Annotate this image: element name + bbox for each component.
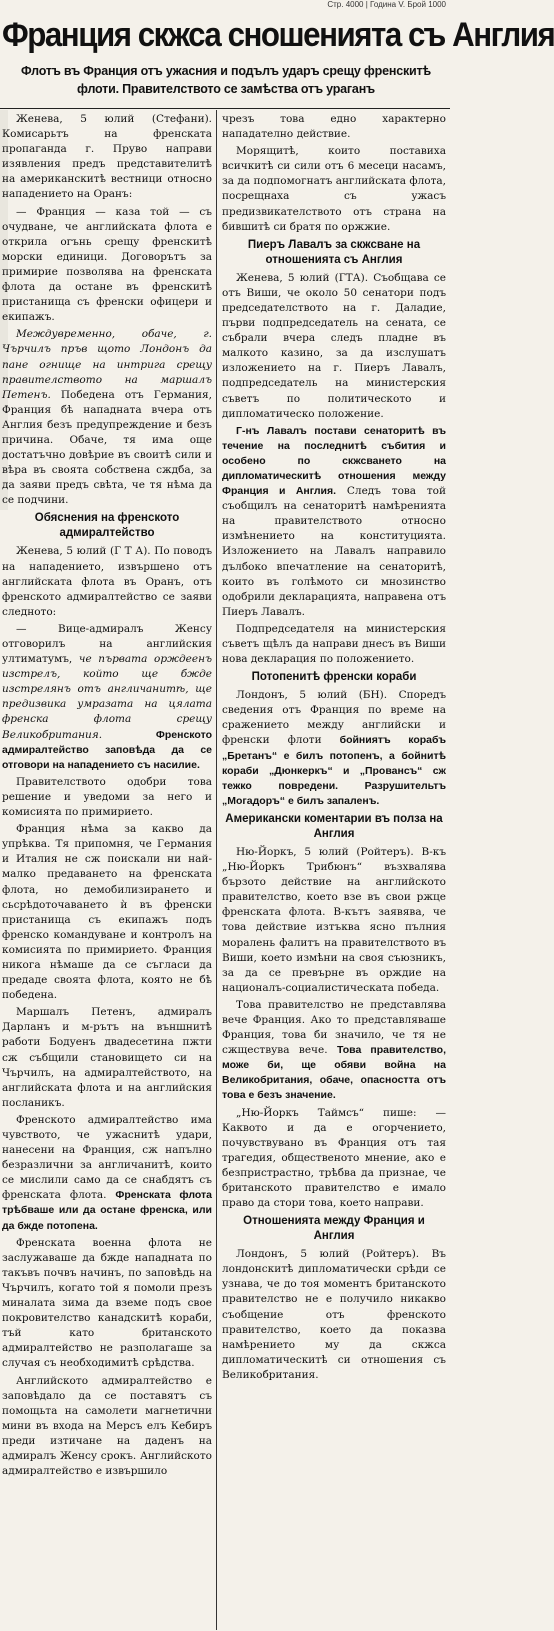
header-divider <box>0 108 450 109</box>
article-paragraph: Женева, 5 юлий (Стефани). Комисарьтъ на френската пропаганда г. Пруво направи изявления предъ представителитѣ на американскитѣ вестници относно нападението на Оранъ: <box>2 113 212 201</box>
article-text: Френското адмиралтейство има чувството, че ужаснитѣ удари, нанесени на Франция, сж напълно безразлични за англичанитѣ, които се мислили само да се снабдятъ съ френската флота. <box>2 1113 212 1202</box>
section-heading: Отношенията между Франция и Англия <box>243 1215 425 1243</box>
article-paragraph: „Ню-Йоркъ Таймсъ“ пише: — Каквото и да е огорчението, почувствувано въ Франция отъ тая трагедия, общественото мнение, ако е безпристрастно, трѣбва да признае, че британското правителство е имало право да стори това, което направи. <box>222 1106 446 1210</box>
right-column <box>222 112 446 1627</box>
column-divider <box>216 110 217 1630</box>
section-heading: Потопенитѣ френски кораби <box>251 671 417 684</box>
bold-text: Френската флота трѣбваше или да остане френска, или да бжде потопена. <box>2 1189 212 1232</box>
page-headline: Франция скжса сношенията съ Англия <box>2 16 554 54</box>
article-paragraph <box>222 998 446 1104</box>
article-text: Следъ това той съобщилъ на сенаторитѣ намѣренията на правителството относно измѣнението на конституцията. Изложението на Лавалъ направило дълбоко впечатление на сенаторитѣ, които въ голѣмото си мнозинство одобрили декларацията, направена отъ Пиеръ Лавалъ. <box>222 485 447 618</box>
article-text: — Вице-адмиралъ Женсу отговорилъ на английския ултиматумъ, <box>2 622 212 666</box>
article-paragraph: — Франция — каза той — съ очудване, че английската флота е открила огънь срещу френскитѣ морски единици. Договорътъ за примирие позволява на френската флота да остане въ френскитѣ пристанища съ френски офицери и екипажъ. <box>2 205 212 324</box>
section-heading: Пиеръ Лавалъ за скжсване на отношенията съ Англия <box>247 238 421 266</box>
bold-text: Г-нъ Лавалъ постави сенаторитѣ въ течение на последнитѣ събития и особено по скжсването на дипломатическитѣ отношения между Франция и Англия. <box>222 424 446 498</box>
bold-text: Френското адмиралтейство заповѣда да се отговори на нападението съ насилие. <box>2 728 212 771</box>
bold-text: бойниятъ корабъ „Бретанъ“ е билъ потопенъ, а бойнитѣ кораби „Дюнкеркъ“ и „Провансъ“ сж тежко повредени. Разрушительтъ „Могадоръ“ е билъ запаленъ. <box>222 734 446 807</box>
page-subheadline: Флотъ въ Франция отъ ужасния и подълъ ударъ срещу френскитѣ флоти. Правителството се замѣства отъ ураганъ <box>20 64 432 96</box>
article-paragraph <box>222 688 446 809</box>
article-paragraph: Морящитѣ, които поставиха всичкитѣ си сили отъ 6 месеци насамъ, за да подпомогнатъ английската флота, посрещнаха съ ужасъ предизвикателството отъ страна на бившитѣ си братя по оржжие. <box>222 145 446 233</box>
article-text: Лондонъ, 5 юлий (БН). Споредъ сведения отъ Франция по време на сражението между английски и френски флоти <box>222 689 446 747</box>
masthead-strip: Стр. 4000 | Година V. Брой 1000 <box>327 0 446 9</box>
section-heading: Американски коментарии въ полза на Англия <box>225 812 443 840</box>
italic-quote: Междувременно, обаче, г. Чърчилъ пръв щото Лондонъ да пане огнище на интрига срещу правителството на маршалъ Петенъ. <box>2 328 212 401</box>
article-paragraph: Женева, 5 юлий (Г Т А). По поводъ на нападението, извършено отъ английската флота въ Оранъ, отъ френското адмиралтейство се заяви следното: <box>2 545 212 618</box>
article-paragraph: Ню-Йоркъ, 5 юлий (Ройтеръ). В-къ „Ню-Йоркъ Трибюнъ“ възхвалява бързото действие на английското правителство, което взе въ свои ржце френската флота. В-кътъ заявява, че това действие изтъква ясно пълния моралень фалитъ на правителството въ Виши, което измѣни на своя съюзникъ, за да се превърне въ орждие на националъ-социалистическата победа. <box>222 845 446 994</box>
section-heading: Обяснения на френското адмиралтейство <box>34 512 180 540</box>
bold-text: Това правителство, може би, ще обяви война на Великобритания, обаче, опасността отъ това е безъ значение. <box>222 1044 447 1102</box>
article-paragraph: Правителството одобри това решение и уведоми за него и комисията по примирието. <box>2 775 212 819</box>
article-text: Това правителство не представлява вече Франция. Ако то представляваше Франция, това би значило, че тя не сжществува вече. <box>222 998 446 1057</box>
article-paragraph: Маршалъ Петенъ, адмиралъ Дарланъ и м-рътъ на външнитѣ работи Бодуенъ двадесетина пжти сж събщили становището си на Чърчилъ, на адмиралтейството, на английската флота и на английския посланикъ. <box>2 1006 212 1109</box>
article-paragraph <box>222 424 446 620</box>
article-paragraph: Английското адмиралтейство е заповѣдало да се поставятъ съ помощьта на самолети магнетични мини въ входа на Мерсъ елъ Кебиръ преди изтичане на даденъ на адмиралъ Женсу срокъ. Английското адмиралтейство е извършило <box>2 1374 212 1478</box>
article-paragraph <box>2 327 212 508</box>
article-paragraph: чрезъ това едно характерно нападателно действие. <box>222 113 446 141</box>
left-column <box>2 112 212 1627</box>
italic-quote: че първата орждеенъ изстрелъ, който ще бжде изстрелянъ отъ англичанитѣ, ще предизвика умразата на цялата френска флота срещу Великобритания. <box>2 653 213 741</box>
article-paragraph: Френската военна флота не заслужаваше да бжде нападната по такъвъ почвъ начинъ, по заповѣдь на Чърчилъ, когато той я помоли презъ миналата зима да вземе подъ свое покровителство канадскитѣ кораби, тъй като британското адмиралтейство не разполагаше за случая съ необходимитѣ срѣдства. <box>2 1236 212 1370</box>
article-paragraph <box>2 622 212 773</box>
article-paragraph: Франция нѣма за какво да упрѣква. Тя припомня, че Германия и Италия не сж поискали ни най-малко предаването на френската флота, но демобилизирането и сьсрѣдоточаването ѝ въ френски пристанища съ екипажъ подъ френско командуване и контролъ на комисията по примирието. Франция никога нѣмаше да се съгласи да предаде своята флота, която не бѣ победена. <box>2 823 212 1002</box>
article-paragraph: Женева, 5 юлий (ГТА). Съобщава се отъ Виши, че около 50 сенатори подъ председателството на г. Даладие, първи подпредседатель на сената, се събрали вчера следъ пладне въ малкото казино, за да изслушатъ изложението на г. Пиеръ Лавалъ, подпредседатель на министерския съветъ по политическото и дипломатическо положение. <box>222 271 446 420</box>
article-text: Победена отъ Германия, Франция бѣ нападната вчера отъ Англия безъ предупреждение и безъ причина. Обаче, тя има още достатъчно довѣрие въ своитѣ сили и вѣра въ своята собствена сждба, за да заяви предъ свѣта, че тя нѣма да се подчини. <box>2 388 212 507</box>
article-paragraph <box>2 1113 212 1234</box>
article-paragraph: Лондонъ, 5 юлий (Ройтеръ). Въ лондонскитѣ дипломатически срѣди се узнава, че до тоя моментъ британското правителство не е получило никакво съобщение отъ френското правителство, което да показва намѣрението му да скжса дипломатическитѣ си отношения съ Великобритания. <box>222 1248 446 1381</box>
article-paragraph: Подпредседателя на министерския съветъ щѣлъ да направи днесъ въ Виши нова декларация по положението. <box>222 622 446 666</box>
